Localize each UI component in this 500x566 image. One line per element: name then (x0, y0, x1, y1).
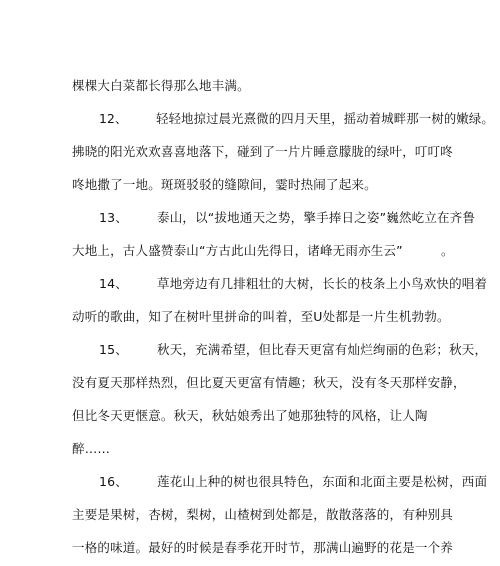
paragraph-12-first-line (99, 111, 494, 127)
paragraph-number: 16、 (99, 474, 129, 489)
text-line (72, 375, 466, 391)
line-text: 莲花山上种的树也很具特色，东面和北面主要是松树，西面 (157, 474, 488, 489)
line-text: 醉…… (72, 441, 111, 456)
line-text: 大地上，古人盛赞泰山“方古此山先得日，诸峰无雨亦生云” 。 (72, 243, 454, 258)
paragraph-number: 15、 (99, 342, 129, 357)
paragraph-14-first-line (99, 276, 487, 292)
text-line (72, 540, 453, 556)
text-line (72, 507, 453, 523)
line-text: 主要是果树，杏树，梨树，山楂树到处都是，散散落落的，有种别具 (72, 507, 454, 522)
paragraph-16-first-line (99, 474, 487, 490)
line-text: 但比冬天更惬意。秋天，秋姑娘秀出了她那独特的风格，让人陶 (72, 408, 428, 423)
text-line (72, 144, 453, 160)
paragraph-number: 14、 (99, 276, 129, 291)
line-text: 没有夏天那样热烈，但比夏天更富有情趣；秋天，没有冬天那样安静， (72, 375, 466, 390)
paragraph-number: 13、 (99, 210, 129, 225)
text-line (72, 177, 377, 193)
text-line (72, 441, 110, 457)
line-text: 秋天，充满希望，但比春天更富有灿烂绚丽的色彩；秋天， (157, 342, 488, 357)
line-text: 一格的味道。最好的时候是春季花开时节，那满山遍野的花是一个养 (72, 540, 454, 555)
text-line (72, 78, 250, 94)
line-text: 拂晓的阳光欢欢喜喜地落下，碰到了一片片睡意朦胧的绿叶，叮叮咚 (72, 144, 454, 159)
text-line (72, 243, 454, 259)
paragraph-number: 12、 (99, 111, 128, 126)
paragraph-15-first-line (99, 342, 487, 358)
line-text: 草地旁边有几排粗壮的大树，长长的枝条上小鸟欢快的唱着 (157, 276, 488, 291)
line-text: 轻轻地掠过晨光熹微的四月天里，摇动着城畔那一树的嫩绿。 (156, 111, 494, 126)
text-line (72, 309, 450, 325)
line-text: 棵棵大白菜都长得那么地丰满。 (72, 78, 250, 93)
line-text: 动听的歌曲，知了在树叶里拼命的叫着，至U处都是一片生机勃勃。 (72, 309, 450, 324)
text-line (72, 408, 428, 424)
line-text: 咚地撒了一地。斑斑驳驳的缝隙间，霎时热闹了起来。 (72, 177, 377, 192)
paragraph-13-first-line (99, 210, 475, 226)
line-text: 泰山，以“拔地通天之势，擎手捧日之姿”巍然屹立在齐鲁 (157, 210, 476, 225)
